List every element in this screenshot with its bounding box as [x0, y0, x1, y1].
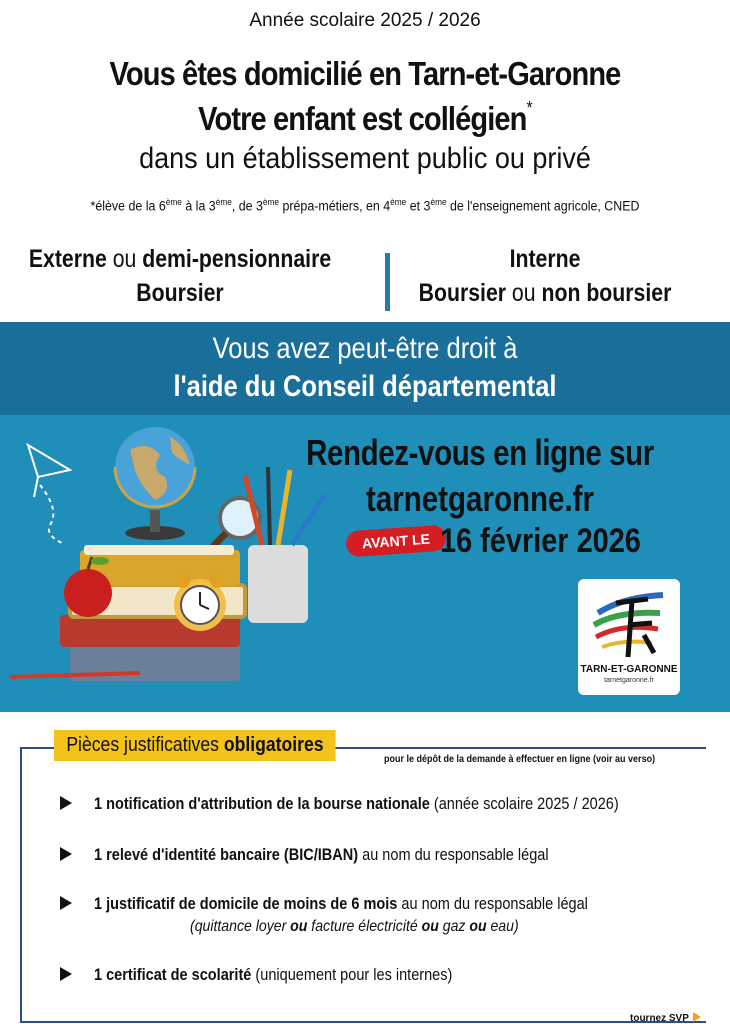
document-item-text: [94, 795, 619, 814]
footnote-part: *élève de la 6: [90, 198, 166, 214]
footnote-part: de l'enseignement agricole, CNED: [446, 198, 640, 214]
document-item: [60, 895, 655, 914]
subnote-part: eau): [486, 918, 519, 935]
required-documents-title: [54, 730, 336, 761]
title-regular: Pièces justificatives: [66, 734, 224, 756]
info-banner: [0, 322, 730, 712]
category-external: [27, 242, 333, 310]
globe-icon: [115, 427, 195, 540]
category-term: Boursier: [418, 279, 507, 307]
category-term: non boursier: [541, 279, 672, 307]
footnote-sup: ème: [215, 197, 232, 207]
document-item-subnote: [190, 918, 519, 936]
rdv-line-1: Rendez-vous en ligne sur: [306, 432, 654, 473]
banner-header: [0, 322, 730, 415]
turn-over-hint: [630, 1012, 701, 1024]
turn-over-text: tournez SVP: [630, 1013, 689, 1024]
category-external-line1: [27, 242, 333, 276]
department-logo-icon: [588, 585, 670, 661]
subnote-part: facture électricité: [307, 918, 422, 935]
tarn-et-garonne-logo: [578, 579, 680, 695]
footnote-part: et 3: [406, 198, 431, 214]
subnote-or: ou: [290, 918, 308, 935]
item-rest: au nom du responsable légal: [397, 895, 588, 913]
bullet-triangle-icon: [60, 967, 72, 981]
document-item: [60, 846, 611, 865]
document-item: [60, 795, 690, 814]
footnote-sup: ème: [262, 197, 280, 207]
logo-name: TARN-ET-GARONNE: [580, 664, 678, 675]
item-bold: 1 relevé d'identité bancaire (BIC/IBAN): [94, 846, 359, 864]
document-item-text: [94, 966, 452, 985]
subnote-part: gaz: [438, 918, 470, 935]
deadline-badge: AVANT LE: [345, 525, 446, 558]
footnote-part: à la 3: [181, 198, 216, 214]
arrow-right-icon: [693, 1012, 701, 1022]
banner-line-1: Vous avez peut-être droit à: [212, 332, 518, 365]
subnote-or: ou: [421, 918, 439, 935]
bullet-triangle-icon: [60, 796, 72, 810]
subnote-part: (quittance loyer: [190, 918, 291, 935]
footnote-part: , de 3: [231, 198, 263, 214]
subnote-or: ou: [469, 918, 487, 935]
category-divider: [385, 253, 390, 311]
category-internal: [392, 242, 698, 310]
footnote-sup: ème: [165, 197, 182, 207]
alarm-clock-icon: [174, 574, 226, 631]
category-term: Boursier: [136, 279, 224, 307]
item-rest: au nom du responsable légal: [358, 846, 549, 864]
school-year: Année scolaire 2025 / 2026: [249, 10, 481, 31]
banner-line-2: l'aide du Conseil départemental: [173, 370, 557, 403]
category-internal-line1: [392, 242, 698, 276]
item-bold: 1 justificatif de domicile de moins de 6 mois: [94, 895, 398, 913]
deadline-date: 16 février 2026: [440, 522, 641, 560]
category-or: ou: [506, 279, 542, 307]
document-item-text: [94, 846, 549, 865]
category-term: Interne: [509, 245, 581, 273]
paper-plane-icon: [28, 445, 70, 543]
title-line-1: Vous êtes domicilié en Tarn-et-Garonne: [109, 55, 621, 92]
item-rest: (uniquement pour les internes): [251, 966, 453, 984]
website-link[interactable]: tarnetgaronne.fr: [365, 478, 594, 519]
category-external-line2: [27, 276, 333, 310]
category-term: demi-pensionnaire: [142, 245, 332, 273]
item-bold: 1 certificat de scolarité: [94, 966, 252, 984]
header-section: [0, 0, 730, 322]
footnote-sup: ème: [430, 197, 447, 207]
eligibility-footnote: [29, 197, 701, 214]
title-line-2-text: Votre enfant est collégien: [198, 100, 527, 137]
logo-url: tarnetgaronne.fr: [604, 677, 654, 684]
category-term: Externe: [28, 245, 107, 273]
footnote-sup: ème: [390, 197, 407, 207]
title-bold: obligatoires: [223, 734, 324, 756]
footnote-part: prépa-métiers, en 4: [279, 198, 391, 214]
school-supplies-illustration: [0, 415, 330, 712]
category-or: ou: [106, 245, 143, 273]
bullet-triangle-icon: [60, 896, 72, 910]
item-bold: 1 notification d'attribution de la bourse nationale: [94, 795, 430, 813]
title-asterisk: *: [526, 98, 532, 118]
item-rest: (année scolaire 2025 / 2026): [429, 795, 619, 813]
required-documents-note: pour le dépôt de la demande à effectuer en ligne (voir au verso): [384, 754, 656, 765]
document-item-text: [94, 895, 588, 914]
title-line-2: [44, 100, 686, 138]
document-item: [60, 966, 501, 985]
bullet-triangle-icon: [60, 847, 72, 861]
category-internal-line2: [392, 276, 698, 310]
title-line-3: dans un établissement public ou privé: [139, 142, 591, 175]
